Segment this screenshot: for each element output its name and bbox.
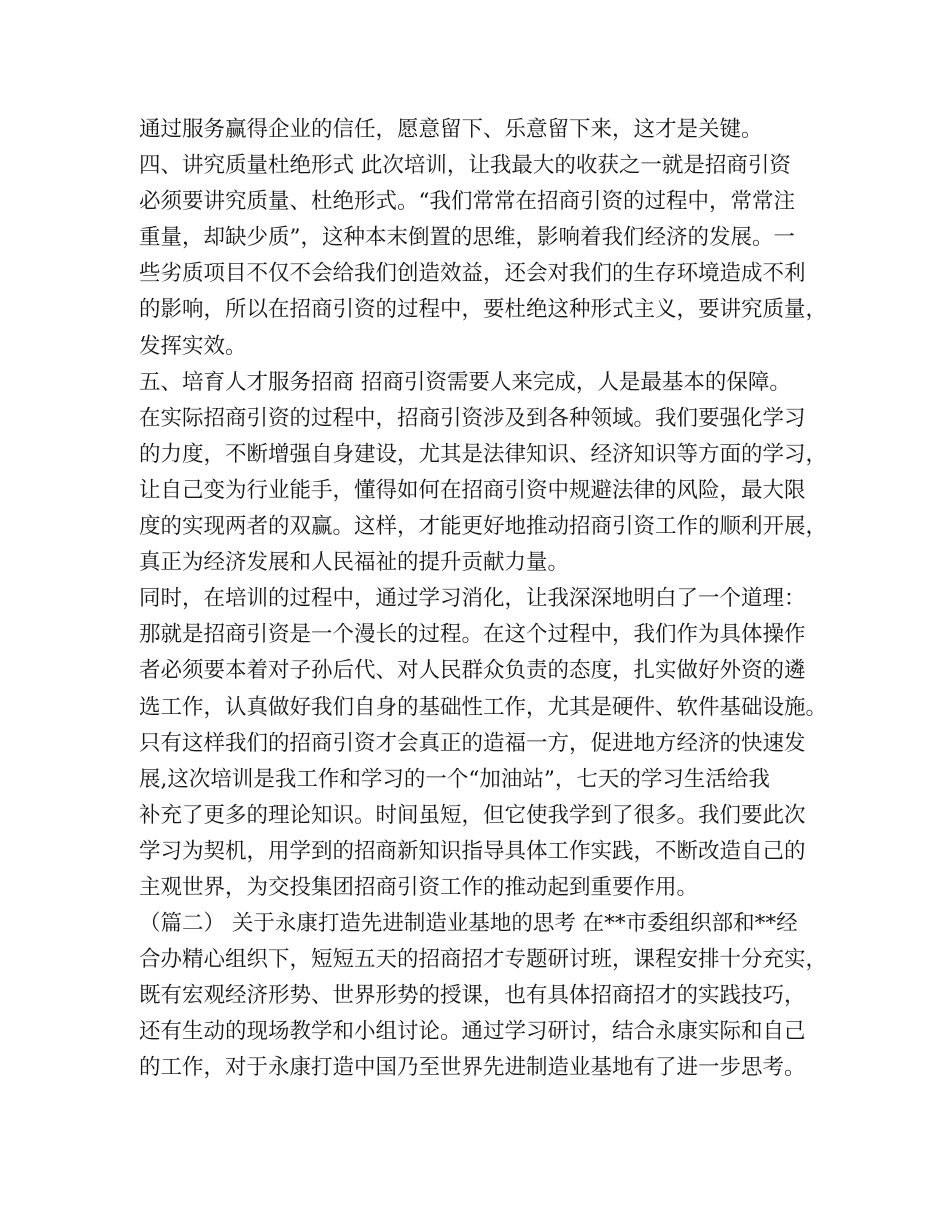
text-line: 五、培育人才服务招商 招商引资需要人来完成，人是最基本的保障。	[139, 369, 791, 395]
text-line: 在实际招商引资的过程中，招商引资涉及到各种领域。我们要强化学习	[139, 405, 806, 431]
text-line: 通过服务赢得企业的信任，愿意留下、乐意留下来，这才是关键。	[139, 117, 763, 142]
text-line: 还有生动的现场教学和小组讨论。通过学习研讨，结合永康实际和自己	[139, 1019, 806, 1045]
text-line: 合办精心组织下，短短五天的招商招才专题研讨班，课程安排十分充实，	[139, 947, 828, 973]
text-line: 发挥实效。	[139, 333, 247, 359]
text-line: 必须要讲究质量、杜绝形式。“我们常常在招商引资的过程中，常常注	[139, 189, 795, 215]
text-line: 只有这样我们的招商引资才会真正的造福一方，促进地方经济的快速发	[139, 730, 806, 756]
text-line: （篇二） 关于永康打造先进制造业基地的思考 在**市委组织部和**经	[139, 911, 798, 937]
text-line: 四、讲究质量杜绝形式 此次培训，让我最大的收获之一就是招商引资	[139, 153, 791, 179]
text-line: 的力度，不断增强自身建设，尤其是法律知识、经济知识等方面的学习，	[139, 441, 828, 467]
text-line: 主观世界，为交投集团招商引资工作的推动起到重要作用。	[139, 874, 699, 900]
text-line: 那就是招商引资是一个漫长的过程。在这个过程中，我们作为具体操作	[139, 622, 806, 648]
text-line: 既有宏观经济形势、世界形势的授课，也有具体招商招才的实践技巧，	[139, 983, 806, 1009]
text-line: 选工作，认真做好我们自身的基础性工作，尤其是硬件、软件基础设施。	[139, 694, 828, 720]
body-text	[139, 112, 829, 1087]
text-line: 学习为契机，用学到的招商新知识指导具体工作实践，不断改造自己的	[139, 838, 806, 864]
text-line: 度的实现两者的双赢。这样，才能更好地推动招商引资工作的顺利开展，	[139, 514, 828, 540]
text-line: 些劣质项目不仅不会给我们创造效益，还会对我们的生存环境造成不利	[139, 261, 806, 287]
text-line: 者必须要本着对子孙后代、对人民群众负责的态度，扎实做好外资的遴	[139, 658, 806, 684]
text-line: 展,这次培训是我工作和学习的一个“加油站”，七天的学习生活给我	[139, 766, 770, 792]
text-line: 重量，却缺少质”，这种本末倒置的思维，影响着我们经济的发展。一	[139, 225, 795, 251]
text-line: 的影响，所以在招商引资的过程中，要杜绝这种形式主义，要讲究质量，	[139, 297, 828, 323]
text-line: 让自己变为行业能手，懂得如何在招商引资中规避法律的风险，最大限	[139, 477, 806, 503]
text-line: 同时，在培训的过程中，通过学习消化，让我深深地明白了一个道理：	[139, 586, 806, 612]
text-line: 补充了更多的理论知识。时间虽短，但它使我学到了很多。我们要此次	[139, 802, 806, 828]
text-line: 真正为经济发展和人民福祉的提升贡献力量。	[139, 550, 570, 576]
text-line: 的工作，对于永康打造中国乃至世界先进制造业基地有了进一步思考。	[139, 1055, 806, 1081]
